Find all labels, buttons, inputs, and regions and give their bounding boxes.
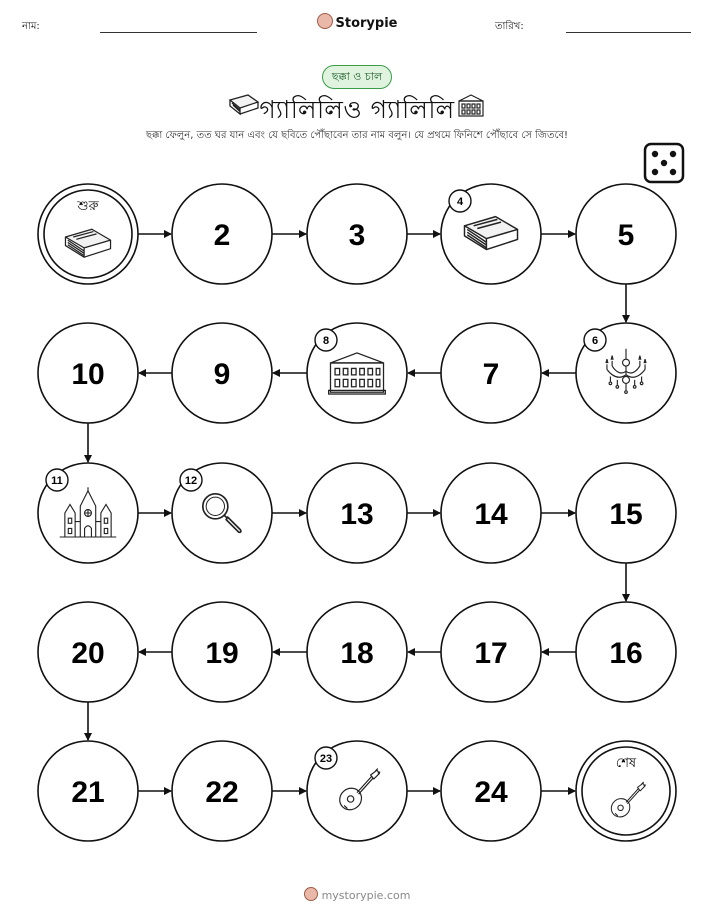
square-number: 12 bbox=[184, 475, 198, 487]
game-badge: ছক্কা ও চাল bbox=[322, 65, 392, 89]
board-square-18[interactable] bbox=[307, 602, 407, 702]
board-square-3[interactable] bbox=[307, 184, 407, 284]
square-number: 11 bbox=[51, 475, 63, 487]
date-label: তারিখ: bbox=[495, 21, 524, 32]
instructions: ছক্কা ফেলুন, তত ঘর যান এবং যে ছবিতে পৌঁছাবেন তার নাম বলুন। যে প্রথমে ফিনিশে পৌঁছাবে সে জিতবে! bbox=[145, 130, 569, 141]
board-square-20[interactable] bbox=[38, 602, 138, 702]
board-square-16[interactable] bbox=[576, 602, 676, 702]
board-square-14[interactable] bbox=[441, 463, 541, 563]
board-square-5[interactable] bbox=[576, 184, 676, 284]
footer bbox=[0, 887, 714, 902]
board-square-10[interactable] bbox=[38, 323, 138, 423]
square-number: 8 bbox=[322, 335, 330, 347]
square-number: 14 bbox=[474, 498, 508, 531]
square-number: 6 bbox=[591, 335, 599, 347]
square-number: 3 bbox=[348, 219, 366, 252]
square-number: 19 bbox=[205, 637, 239, 670]
board-square-19[interactable] bbox=[172, 602, 272, 702]
board-square-12[interactable] bbox=[172, 463, 272, 563]
board-square-24[interactable] bbox=[441, 741, 541, 841]
square-number: 20 bbox=[71, 637, 105, 670]
board-square-8[interactable] bbox=[307, 323, 407, 423]
board-square-7[interactable] bbox=[441, 323, 541, 423]
square-number: 5 bbox=[617, 219, 635, 252]
board-square-25[interactable] bbox=[576, 741, 676, 841]
board-square-15[interactable] bbox=[576, 463, 676, 563]
square-number: 24 bbox=[474, 776, 508, 809]
page-title: গ্যালিলিও গ্যালিলি bbox=[259, 95, 455, 124]
name-label: নাম: bbox=[22, 21, 40, 32]
square-number: 10 bbox=[71, 358, 105, 391]
board-square-13[interactable] bbox=[307, 463, 407, 563]
brand-name: Storypie bbox=[335, 16, 398, 31]
board-square-17[interactable] bbox=[441, 602, 541, 702]
square-number: 21 bbox=[71, 776, 105, 809]
square-number: 22 bbox=[205, 776, 239, 809]
square-number: 4 bbox=[456, 196, 464, 208]
start-label: শুরু bbox=[77, 199, 99, 214]
board-square-1[interactable] bbox=[38, 184, 138, 284]
board-square-22[interactable] bbox=[172, 741, 272, 841]
board-square-2[interactable] bbox=[172, 184, 272, 284]
square-number: 18 bbox=[340, 637, 374, 670]
board-square-9[interactable] bbox=[172, 323, 272, 423]
finish-label: শেষ bbox=[615, 756, 637, 771]
board-square-11[interactable] bbox=[38, 463, 138, 563]
square-number: 17 bbox=[474, 637, 508, 670]
board-square-6[interactable] bbox=[576, 323, 676, 423]
square-number: 16 bbox=[609, 637, 643, 670]
bear-logo-icon bbox=[304, 887, 318, 901]
square-number: 13 bbox=[340, 498, 374, 531]
board-square-21[interactable] bbox=[38, 741, 138, 841]
square-number: 23 bbox=[319, 753, 333, 765]
board-square-4[interactable] bbox=[441, 184, 541, 284]
square-number: 2 bbox=[213, 219, 231, 252]
square-number: 7 bbox=[482, 358, 500, 391]
square-number: 9 bbox=[213, 358, 231, 391]
footer-site[interactable]: mystorypie.com bbox=[321, 889, 411, 902]
board-square-23[interactable] bbox=[307, 741, 407, 841]
square-number: 15 bbox=[609, 498, 643, 531]
